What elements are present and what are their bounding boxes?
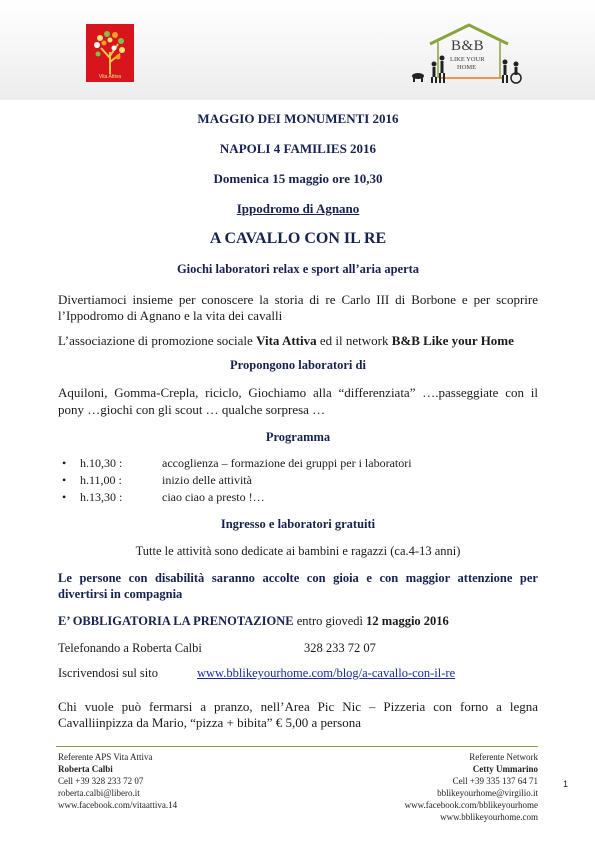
footer-left-name: Roberta Calbi [58, 764, 113, 774]
booking-notice [58, 614, 538, 629]
footer-right-name: Cetty Ummarino [472, 764, 538, 774]
phone-label: Telefonando a Roberta Calbi [58, 641, 202, 655]
booking-strong: E’ OBBLIGATORIA LA PRENOTAZIONE [58, 614, 294, 628]
entry-note: Tutte le attività sono dedicate ai bambini e ragazzi (ca.4-13 anni) [135, 544, 461, 558]
event-subtitle: NAPOLI 4 FAMILIES 2016 [219, 141, 377, 156]
bb-logo-title: B&B [451, 38, 485, 54]
disability-line-2: divertirsi in compagnia [58, 587, 183, 601]
association-middle: ed il network [316, 333, 392, 348]
program-desc: accoglienza – formazione dei gruppi per i laboratori [162, 456, 412, 470]
entry-heading: Ingresso e laboratori gratuiti [220, 517, 376, 531]
main-title: A CAVALLO CON IL RE [209, 230, 387, 247]
event-date: Domenica 15 maggio ore 10,30 [213, 171, 383, 186]
program-time: h.13,30 : [80, 490, 123, 504]
labs-line-2: pony …giochi con gli scout … qualche sorpresa … [58, 402, 326, 417]
event-place: Ippodromo di Agnano [236, 201, 360, 216]
page-number: 1 [563, 779, 569, 789]
tagline: Giochi laboratori relax e sport all’aria aperta [176, 262, 420, 276]
footer-left-email[interactable]: roberta.calbi@libero.it [58, 788, 140, 798]
labs-line-1: Aquiloni, Gomma-Crepla, riciclo, Giochiamo alla “differenziata” ….passeggiate con il [58, 385, 538, 400]
lunch-line-2: Cavalliinpizza da Mario, “pizza + bibita” € 5,00 a persona [58, 715, 361, 730]
labs-heading: Propongono laboratori di [230, 358, 366, 372]
footer-left-facebook[interactable]: www.facebook.com/vitaattiva.14 [58, 800, 178, 810]
footer-left-label: Referente APS Vita Attiva [58, 752, 153, 762]
bb-logo-sub1: LIKE YOUR [450, 56, 485, 63]
intro-line-1: Divertiamoci insieme per conoscere la storia di re Carlo III di Borbone e per scoprire [58, 292, 538, 307]
program-desc: ciao ciao a presto !… [162, 490, 265, 504]
program-bullet: • [62, 473, 67, 487]
association-text [58, 333, 538, 349]
site-link[interactable]: www.bblikeyourhome.com/blog/a-cavallo-con-il-re [197, 666, 456, 680]
program-heading: Programma [265, 430, 331, 444]
program-desc: inizio delle attività [162, 473, 252, 487]
lunch-line-1: Chi vuole può fermarsi a pranzo, nell’Area Pic Nic – Pizzeria con forno a legna [58, 699, 538, 714]
site-label: Iscrivendosi sul sito [58, 666, 158, 680]
footer-divider [56, 746, 538, 747]
program-time: h.11,00 : [80, 473, 122, 487]
association-name-1: Vita Attiva [256, 333, 317, 348]
vita-attiva-logo [86, 24, 134, 82]
footer-right-phone: Cell +39 335 137 64 71 [452, 776, 538, 786]
program-bullet: • [62, 490, 67, 504]
footer-right-email[interactable]: bblikeyourhome@virgilio.it [437, 788, 538, 798]
association-name-2: B&B Like your Home [391, 333, 514, 348]
footer-right-web[interactable]: www.bblikeyourhome.com [440, 812, 538, 822]
vita-attiva-logo-text: Vita Attiva [98, 74, 122, 80]
event-title: MAGGIO DEI MONUMENTI 2016 [197, 111, 399, 126]
bb-like-your-home-logo [410, 22, 528, 84]
bb-logo-sub2: HOME [457, 64, 477, 71]
phone-number: 328 233 72 07 [304, 641, 376, 655]
disability-line-1: Le persone con disabilità saranno accolte con gioia e con maggior attenzione per [58, 571, 538, 585]
booking-date: 12 maggio 2016 [366, 614, 449, 628]
booking-middle: entro giovedì [293, 614, 367, 628]
association-before: L’associazione di promozione sociale [58, 333, 257, 348]
footer-right-facebook[interactable]: www.facebook.com/bblikeyourhome [404, 800, 538, 810]
footer-left-phone: Cell +39 328 233 72 07 [58, 776, 144, 786]
program-time: h.10,30 : [80, 456, 123, 470]
intro-line-2: l’Ippodromo di Agnano e la vita dei cavalli [58, 308, 283, 323]
footer-right-label: Referente Network [469, 752, 538, 762]
program-bullet: • [62, 456, 67, 470]
